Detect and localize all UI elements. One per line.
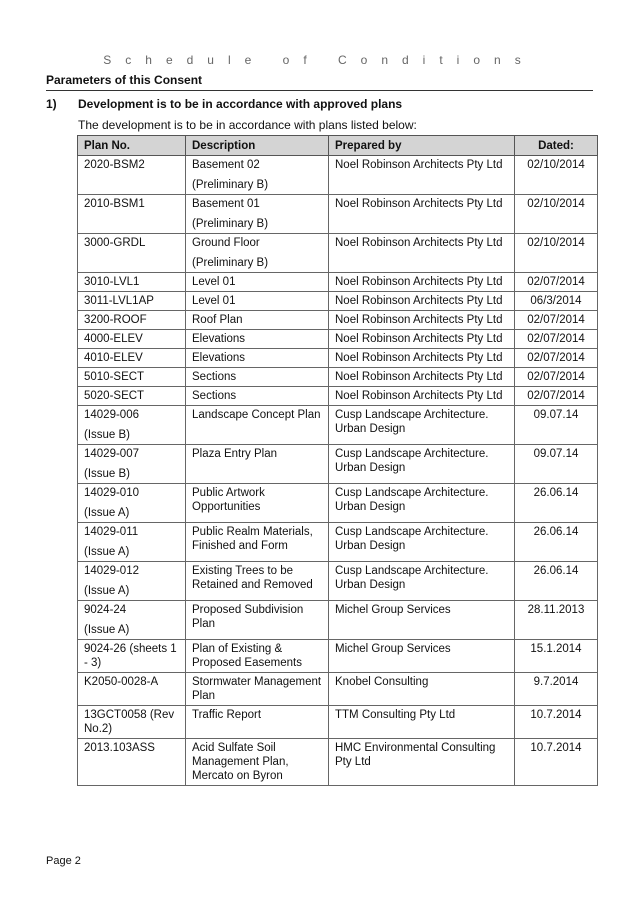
- cell-description: [186, 673, 329, 706]
- cell-prepared-by-text: Noel Robinson Architects Pty Ltd: [335, 352, 503, 364]
- cell-description: [186, 330, 329, 349]
- cell-plan-no-text: 14029-012: [84, 565, 139, 577]
- cell-description: [186, 368, 329, 387]
- cell-description-text: Existing Trees to be Retained and Removed: [192, 565, 313, 591]
- table-row: [78, 706, 598, 739]
- cell-description-text: Sections: [192, 390, 237, 402]
- cell-prepared-by-text: TTM Consulting Pty Ltd: [335, 709, 456, 721]
- cell-dated: [515, 330, 598, 349]
- cell-plan-no-text: 5020-SECT: [84, 390, 145, 402]
- cell-description: [186, 445, 329, 484]
- table-row: [78, 311, 598, 330]
- table-row: [78, 234, 598, 273]
- cell-prepared-by: [329, 195, 515, 234]
- cell-description: [186, 484, 329, 523]
- table-row: [78, 368, 598, 387]
- cell-description-text: Stormwater Management Plan: [192, 676, 322, 702]
- cell-dated-text: 06/3/2014: [530, 295, 582, 307]
- table-row: [78, 292, 598, 311]
- cell-plan-no: [78, 368, 186, 387]
- cell-plan-no: [78, 292, 186, 311]
- cell-dated: [515, 406, 598, 445]
- cell-dated-text: 02/07/2014: [527, 333, 585, 345]
- cell-dated: [515, 706, 598, 739]
- cell-prepared-by-text: Noel Robinson Architects Pty Ltd: [335, 390, 503, 402]
- cell-prepared-by: [329, 330, 515, 349]
- cell-dated: [515, 387, 598, 406]
- condition-intro: The development is to be in accordance with plans listed below:: [78, 118, 417, 132]
- cell-description-text: Elevations: [192, 333, 246, 345]
- cell-plan-no-text: 9024-26 (sheets 1 - 3): [84, 643, 177, 669]
- cell-prepared-by: [329, 368, 515, 387]
- cell-dated: [515, 673, 598, 706]
- cell-description: [186, 195, 329, 234]
- cell-dated-text: 28.11.2013: [527, 604, 585, 616]
- cell-prepared-by-text: Noel Robinson Architects Pty Ltd: [335, 295, 503, 307]
- page-number: Page 2: [46, 855, 81, 867]
- cell-plan-no: [78, 156, 186, 195]
- cell-plan-no-text: 5010-SECT: [84, 371, 145, 383]
- cell-prepared-by-text: Knobel Consulting: [335, 676, 429, 688]
- cell-prepared-by: [329, 640, 515, 673]
- cell-plan-no-text: 4000-ELEV: [84, 333, 143, 345]
- cell-description-text: Basement 01: [192, 198, 260, 210]
- cell-dated: [515, 234, 598, 273]
- cell-description-subtext: (Preliminary B): [192, 218, 269, 230]
- cell-prepared-by: [329, 673, 515, 706]
- table-row: [78, 673, 598, 706]
- cell-dated-text: 15.1.2014: [530, 643, 582, 655]
- cell-description-text: Ground Floor: [192, 237, 260, 249]
- cell-plan-no-text: 9024-24: [84, 604, 127, 616]
- cell-description: [186, 311, 329, 330]
- cell-prepared-by-text: Noel Robinson Architects Pty Ltd: [335, 333, 503, 345]
- table-row: [78, 387, 598, 406]
- table-row: [78, 601, 598, 640]
- cell-prepared-by-text: Noel Robinson Architects Pty Ltd: [335, 159, 503, 171]
- table-row: [78, 195, 598, 234]
- cell-dated-text: 26.06.14: [533, 526, 579, 538]
- cell-description-text: Acid Sulfate Soil Management Plan, Mercato on Byron: [192, 742, 289, 782]
- cell-prepared-by-text: Cusp Landscape Architecture. Urban Design: [335, 526, 489, 552]
- cell-plan-no: [78, 739, 186, 786]
- cell-plan-no: [78, 387, 186, 406]
- cell-prepared-by: [329, 484, 515, 523]
- cell-dated: [515, 156, 598, 195]
- cell-description-subtext: (Preliminary B): [192, 257, 269, 269]
- cell-plan-no-text: 14029-007: [84, 448, 139, 460]
- table-row: [78, 349, 598, 368]
- cell-plan-no-subtext: (Issue B): [84, 429, 131, 441]
- cell-dated-text: 02/07/2014: [527, 371, 585, 383]
- cell-plan-no: [78, 234, 186, 273]
- cell-prepared-by-text: Noel Robinson Architects Pty Ltd: [335, 314, 503, 326]
- cell-description-subtext: (Preliminary B): [192, 179, 269, 191]
- cell-prepared-by: [329, 523, 515, 562]
- cell-dated-text: 10.7.2014: [530, 709, 582, 721]
- cell-description-text: Public Realm Materials, Finished and Form: [192, 526, 313, 552]
- cell-dated: [515, 273, 598, 292]
- cell-dated: [515, 484, 598, 523]
- cell-prepared-by: [329, 706, 515, 739]
- cell-plan-no-subtext: (Issue A): [84, 585, 130, 597]
- cell-description-text: Basement 02: [192, 159, 260, 171]
- header-plan-no: Plan No.: [78, 136, 186, 156]
- cell-plan-no-text: 14029-010: [84, 487, 139, 499]
- cell-prepared-by-text: Michel Group Services: [335, 604, 451, 616]
- cell-plan-no-subtext: (Issue B): [84, 468, 131, 480]
- cell-prepared-by-text: Noel Robinson Architects Pty Ltd: [335, 237, 503, 249]
- cell-plan-no: [78, 484, 186, 523]
- cell-prepared-by-text: Noel Robinson Architects Pty Ltd: [335, 371, 503, 383]
- cell-plan-no-text: 3200-ROOF: [84, 314, 147, 326]
- cell-description: [186, 273, 329, 292]
- cell-description-text: Plan of Existing & Proposed Easements: [192, 643, 302, 669]
- cell-dated-text: 09.07.14: [533, 448, 579, 460]
- cell-plan-no: [78, 673, 186, 706]
- cell-plan-no: [78, 706, 186, 739]
- cell-dated-text: 02/07/2014: [527, 352, 585, 364]
- cell-plan-no: [78, 273, 186, 292]
- table-row: [78, 640, 598, 673]
- cell-plan-no-subtext: (Issue A): [84, 624, 130, 636]
- cell-plan-no-text: K2050-0028-A: [84, 676, 159, 688]
- cell-dated-text: 26.06.14: [533, 487, 579, 499]
- cell-description: [186, 706, 329, 739]
- cell-description: [186, 292, 329, 311]
- cell-plan-no: [78, 523, 186, 562]
- section-heading: Parameters of this Consent: [46, 73, 593, 91]
- cell-plan-no-text: 13GCT0058 (Rev No.2): [84, 709, 175, 735]
- cell-plan-no: [78, 330, 186, 349]
- cell-plan-no: [78, 601, 186, 640]
- cell-dated-text: 9.7.2014: [533, 676, 579, 688]
- cell-dated: [515, 640, 598, 673]
- table-row: [78, 739, 598, 786]
- cell-description-text: Landscape Concept Plan: [192, 409, 321, 421]
- cell-description: [186, 523, 329, 562]
- cell-prepared-by-text: Noel Robinson Architects Pty Ltd: [335, 198, 503, 210]
- cell-prepared-by: [329, 273, 515, 292]
- cell-prepared-by-text: Cusp Landscape Architecture. Urban Design: [335, 565, 489, 591]
- cell-description-text: Plaza Entry Plan: [192, 448, 278, 460]
- cell-dated-text: 02/07/2014: [527, 390, 585, 402]
- cell-prepared-by: [329, 406, 515, 445]
- cell-dated: [515, 601, 598, 640]
- cell-plan-no-subtext: (Issue A): [84, 546, 130, 558]
- cell-dated: [515, 292, 598, 311]
- cell-description-text: Traffic Report: [192, 709, 262, 721]
- cell-dated-text: 02/10/2014: [527, 237, 585, 249]
- cell-plan-no: [78, 311, 186, 330]
- cell-dated-text: 02/07/2014: [527, 314, 585, 326]
- plans-table: [77, 135, 598, 786]
- cell-description: [186, 640, 329, 673]
- cell-description-text: Sections: [192, 371, 237, 383]
- running-title: Schedule of Conditions: [103, 53, 535, 67]
- cell-description-text: Roof Plan: [192, 314, 243, 326]
- cell-description: [186, 387, 329, 406]
- header-description: Description: [186, 136, 329, 156]
- cell-plan-no-text: 14029-006: [84, 409, 139, 421]
- cell-prepared-by: [329, 234, 515, 273]
- cell-plan-no-text: 14029-011: [84, 526, 139, 538]
- cell-plan-no-text: 2020-BSM2: [84, 159, 145, 171]
- cell-description: [186, 156, 329, 195]
- cell-plan-no: [78, 406, 186, 445]
- cell-dated: [515, 311, 598, 330]
- cell-description-text: Proposed Subdivision Plan: [192, 604, 304, 630]
- table-row: [78, 484, 598, 523]
- cell-dated: [515, 368, 598, 387]
- table-row: [78, 330, 598, 349]
- cell-dated-text: 02/10/2014: [527, 159, 585, 171]
- cell-description: [186, 601, 329, 640]
- cell-plan-no-text: 3011-LVL1AP: [84, 295, 154, 307]
- cell-prepared-by: [329, 156, 515, 195]
- cell-dated: [515, 349, 598, 368]
- cell-description-text: Level 01: [192, 295, 236, 307]
- cell-dated: [515, 739, 598, 786]
- cell-prepared-by-text: Cusp Landscape Architecture. Urban Design: [335, 409, 489, 435]
- cell-dated-text: 26.06.14: [533, 565, 579, 577]
- cell-dated-text: 02/10/2014: [527, 198, 585, 210]
- cell-dated: [515, 445, 598, 484]
- table-body: [78, 156, 598, 786]
- condition-title: Development is to be in accordance with approved plans: [78, 97, 403, 111]
- cell-plan-no: [78, 349, 186, 368]
- header-prepared-by: Prepared by: [329, 136, 515, 156]
- table-row: [78, 406, 598, 445]
- cell-dated: [515, 195, 598, 234]
- cell-dated: [515, 523, 598, 562]
- table-row: [78, 523, 598, 562]
- table-row: [78, 562, 598, 601]
- cell-prepared-by: [329, 292, 515, 311]
- cell-dated-text: 09.07.14: [533, 409, 579, 421]
- cell-description: [186, 406, 329, 445]
- table-row: [78, 445, 598, 484]
- cell-plan-no: [78, 445, 186, 484]
- cell-prepared-by: [329, 562, 515, 601]
- cell-description: [186, 739, 329, 786]
- table-header-row: [78, 136, 598, 156]
- table-row: [78, 156, 598, 195]
- cell-prepared-by: [329, 349, 515, 368]
- cell-plan-no-text: 4010-ELEV: [84, 352, 143, 364]
- cell-description: [186, 349, 329, 368]
- cell-dated-text: 02/07/2014: [527, 276, 585, 288]
- cell-description: [186, 234, 329, 273]
- cell-prepared-by: [329, 739, 515, 786]
- cell-prepared-by: [329, 387, 515, 406]
- cell-plan-no: [78, 562, 186, 601]
- cell-description-text: Level 01: [192, 276, 236, 288]
- cell-plan-no: [78, 195, 186, 234]
- cell-plan-no-text: 3000-GRDL: [84, 237, 146, 249]
- cell-prepared-by: [329, 311, 515, 330]
- cell-plan-no-text: 2013.103ASS: [84, 742, 155, 754]
- cell-dated: [515, 562, 598, 601]
- cell-plan-no: [78, 640, 186, 673]
- cell-prepared-by-text: Noel Robinson Architects Pty Ltd: [335, 276, 503, 288]
- cell-plan-no-text: 3010-LVL1: [84, 276, 140, 288]
- cell-description-text: Public Artwork Opportunities: [192, 487, 265, 513]
- cell-prepared-by: [329, 445, 515, 484]
- cell-prepared-by: [329, 601, 515, 640]
- cell-description-text: Elevations: [192, 352, 246, 364]
- cell-prepared-by-text: HMC Environmental Consulting Pty Ltd: [335, 742, 496, 768]
- cell-plan-no-text: 2010-BSM1: [84, 198, 145, 210]
- cell-prepared-by-text: Cusp Landscape Architecture. Urban Design: [335, 487, 489, 513]
- cell-prepared-by-text: Michel Group Services: [335, 643, 451, 655]
- table-row: [78, 273, 598, 292]
- cell-prepared-by-text: Cusp Landscape Architecture. Urban Design: [335, 448, 489, 474]
- cell-plan-no-subtext: (Issue A): [84, 507, 130, 519]
- condition-number: 1): [46, 97, 57, 111]
- cell-dated-text: 10.7.2014: [530, 742, 582, 754]
- header-dated: Dated:: [515, 136, 598, 156]
- cell-description: [186, 562, 329, 601]
